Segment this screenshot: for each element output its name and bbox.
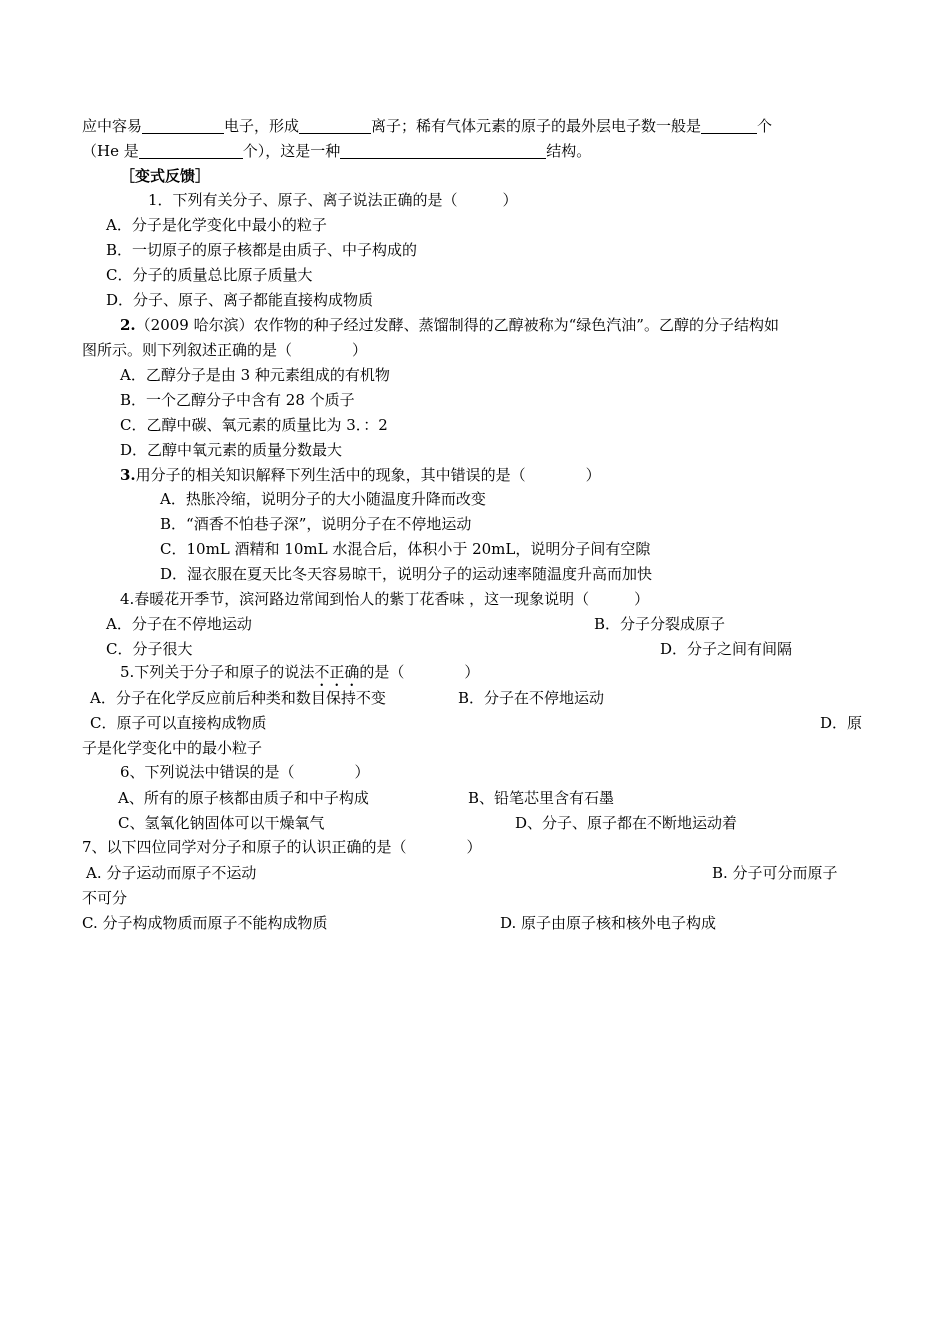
fill-text: 电子，形成 bbox=[224, 117, 300, 135]
answer-blank[interactable] bbox=[142, 117, 224, 134]
q4-option-d[interactable]: D．分子之间有间隔 bbox=[660, 640, 793, 658]
q7-option-b[interactable]: B. 分子可分而原子 bbox=[712, 864, 838, 882]
fill-text: 应中容易 bbox=[82, 117, 143, 135]
q7-option-d[interactable]: D. 原子由原子核和核外电子构成 bbox=[500, 914, 717, 932]
question-2-stem bbox=[120, 313, 779, 338]
question-number: 3. bbox=[120, 466, 136, 484]
q6-option-b[interactable]: B、铅笔芯里含有石墨 bbox=[468, 789, 615, 807]
emphasized-text: 不正确 bbox=[314, 663, 360, 681]
question-text: （2009 哈尔滨）农作物的种子经过发酵、蒸馏制得的乙醇被称为“绿色汽油”。乙醇的分子结构如 bbox=[135, 316, 779, 334]
q6-option-d[interactable]: D、分子、原子都在不断地运动着 bbox=[515, 814, 738, 832]
fill-text: 个），这是一种 bbox=[242, 142, 341, 160]
q1-option-a[interactable]: A．分子是化学变化中最小的粒子 bbox=[106, 216, 327, 234]
q4-option-c[interactable]: C．分子很大 bbox=[106, 640, 193, 658]
question-text: 的是（ ） bbox=[359, 663, 480, 681]
q7-option-a[interactable]: A. 分子运动而原子不运动 bbox=[86, 864, 257, 882]
answer-blank[interactable] bbox=[299, 117, 371, 134]
fill-text: 结构。 bbox=[546, 142, 592, 160]
section-title: ［变式反馈］ bbox=[120, 167, 211, 185]
q1-option-b[interactable]: B．一切原子的原子核都是由质子、中子构成的 bbox=[106, 241, 418, 259]
q5-option-d-wrap: 子是化学变化中的最小粒子 bbox=[82, 739, 263, 757]
fill-text: 个 bbox=[757, 117, 773, 135]
q5-option-b[interactable]: B．分子在不停地运动 bbox=[458, 689, 605, 707]
q3-option-c[interactable]: C．10mL 酒精和 10mL 水混合后，体积小于 20mL，说明分子间有空隙 bbox=[160, 540, 651, 558]
q4-option-a[interactable]: A．分子在不停地运动 bbox=[106, 615, 252, 633]
q1-option-c[interactable]: C．分子的质量总比原子质量大 bbox=[106, 266, 313, 284]
q2-option-b[interactable]: B．一个乙醇分子中含有 28 个质子 bbox=[120, 391, 355, 409]
answer-blank[interactable] bbox=[701, 117, 757, 134]
q2-option-c[interactable]: C．乙醇中碳、氧元素的质量比为 3．：2 bbox=[120, 416, 388, 434]
question-text: 5.下列关于分子和原子的说法 bbox=[120, 663, 315, 681]
q3-option-b[interactable]: B．“酒香不怕巷子深”，说明分子在不停地运动 bbox=[160, 515, 472, 533]
question-text: 用分子的相关知识解释下列生活中的现象，其中错误的是（ ） bbox=[135, 466, 601, 484]
fill-text: （He 是 bbox=[82, 142, 139, 160]
question-4-stem: 4.春暖花开季节，滨河路边常闻到怡人的紫丁花香味 ，这一现象说明（ ） bbox=[120, 590, 650, 608]
q2-option-d[interactable]: D．乙醇中氧元素的质量分数最大 bbox=[120, 441, 343, 459]
question-number: 2. bbox=[120, 316, 136, 334]
q2-option-a[interactable]: A．乙醇分子是由 3 种元素组成的有机物 bbox=[120, 366, 390, 384]
q5-option-a[interactable]: A．分子在化学反应前后种类和数目保持不变 bbox=[90, 689, 386, 707]
fill-text: 离子；稀有气体元素的原子的最外层电子数一般是 bbox=[371, 117, 702, 135]
question-6-stem: 6、下列说法中错误的是（ ） bbox=[120, 763, 370, 781]
q5-option-d[interactable]: D．原 bbox=[820, 714, 863, 732]
question-2-stem-cont: 图所示。则下列叙述正确的是（ ） bbox=[82, 341, 368, 359]
q6-option-a[interactable]: A、所有的原子核都由质子和中子构成 bbox=[118, 789, 369, 807]
fill-in-line-2 bbox=[82, 139, 591, 164]
question-1-stem: 1．下列有关分子、原子、离子说法正确的是（ ） bbox=[148, 191, 518, 209]
q1-option-d[interactable]: D．分子、原子、离子都能直接构成物质 bbox=[106, 291, 374, 309]
q6-option-c[interactable]: C、氢氧化钠固体可以干燥氧气 bbox=[118, 814, 325, 832]
answer-blank[interactable] bbox=[139, 142, 243, 159]
fill-in-line-1 bbox=[82, 114, 772, 139]
q7-option-c[interactable]: C. 分子构成物质而原子不能构成物质 bbox=[82, 914, 328, 932]
answer-blank[interactable] bbox=[340, 142, 546, 159]
question-7-stem: 7、以下四位同学对分子和原子的认识正确的是（ ） bbox=[82, 838, 482, 856]
q3-option-a[interactable]: A．热胀冷缩，说明分子的大小随温度升降而改变 bbox=[160, 490, 486, 508]
q5-option-c[interactable]: C．原子可以直接构成物质 bbox=[90, 714, 267, 732]
q3-option-d[interactable]: D．湿衣服在夏天比冬天容易晾干，说明分子的运动速率随温度升高而加快 bbox=[160, 565, 653, 583]
q4-option-b[interactable]: B．分子分裂成原子 bbox=[594, 615, 726, 633]
question-3-stem bbox=[120, 463, 601, 488]
q7-option-b-wrap: 不可分 bbox=[82, 889, 128, 907]
